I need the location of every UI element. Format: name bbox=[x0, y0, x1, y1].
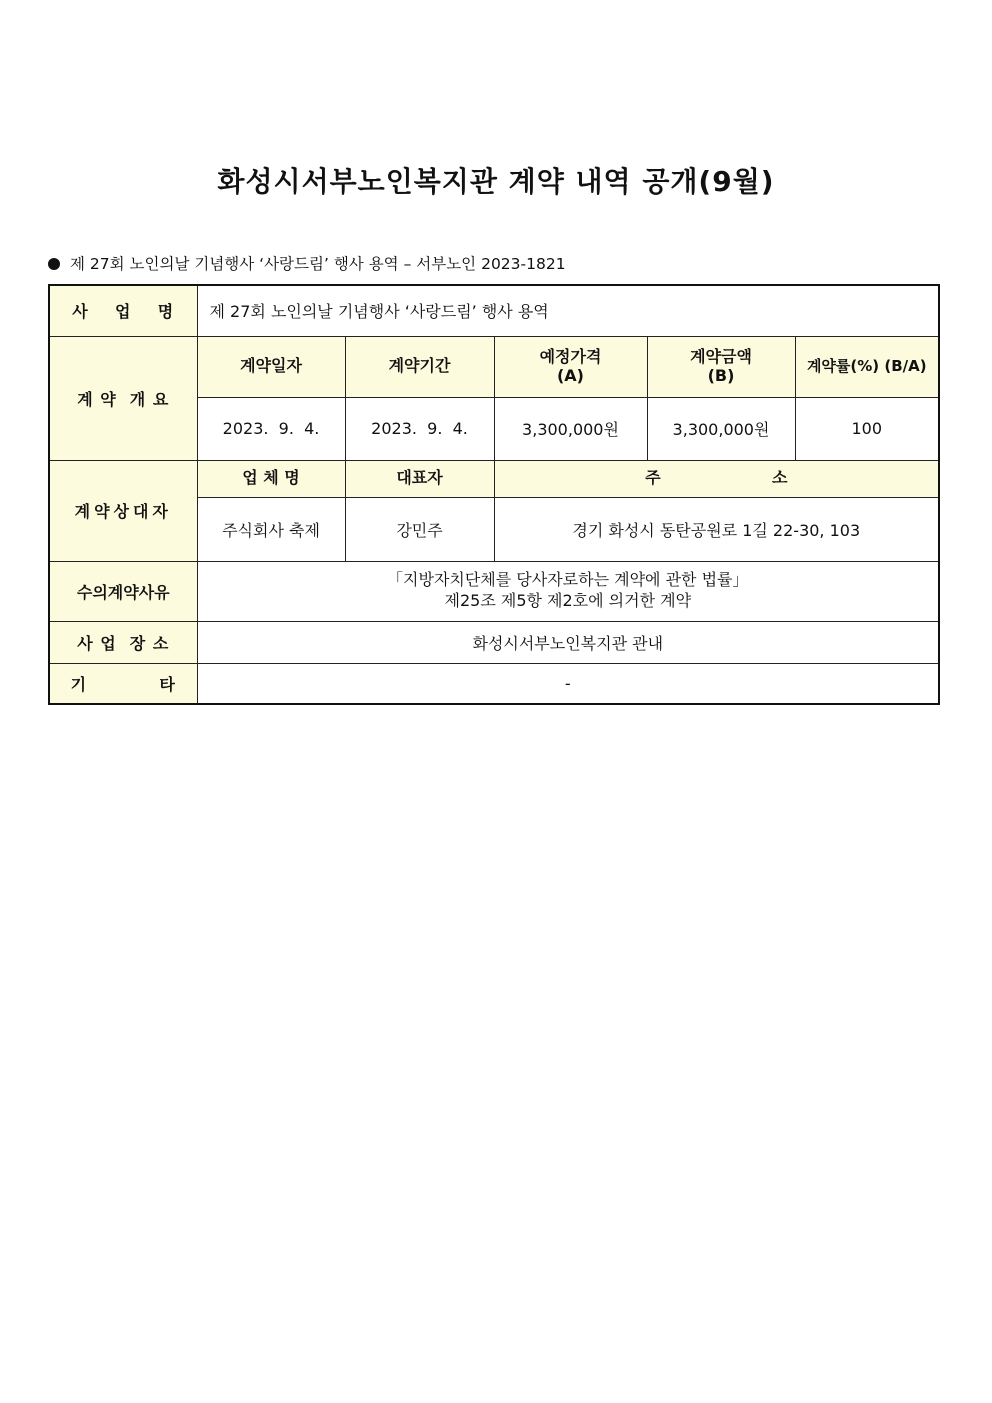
project-location-value: 화성시서부노인복지관 관내 bbox=[197, 621, 939, 663]
value-contract-date: 2023. 9. 4. bbox=[197, 397, 345, 460]
contract-table bbox=[48, 284, 940, 705]
bullet-icon bbox=[48, 258, 60, 270]
label-project-location: 사 업 장 소 bbox=[49, 621, 197, 663]
header-contract-amount bbox=[647, 336, 795, 397]
value-contract-amount: 3,300,000원 bbox=[647, 397, 795, 460]
label-project-name: 사 업 명 bbox=[49, 285, 197, 336]
value-address: 경기 화성시 동탄공원로 1길 22-30, 103 bbox=[494, 497, 939, 561]
other-value: - bbox=[197, 663, 939, 704]
subtitle-text: 제 27회 노인의날 기념행사 ‘사랑드림’ 행사 용역 – 서부노인 2023-1821 bbox=[70, 255, 566, 273]
header-contract-amount-line1: 계약금액 bbox=[690, 347, 752, 367]
label-other: 기 타 bbox=[49, 663, 197, 704]
value-contract-rate: 100 bbox=[795, 397, 939, 460]
private-reason-value bbox=[197, 561, 939, 621]
row-other bbox=[49, 663, 939, 704]
header-estimated-price bbox=[494, 336, 647, 397]
label-private-reason: 수의계약사유 bbox=[49, 561, 197, 621]
header-address: 주 소 bbox=[494, 460, 939, 497]
header-contract-amount-line2: (B) bbox=[707, 365, 735, 385]
project-name-value: 제 27회 노인의날 기념행사 ‘사랑드림’ 행사 용역 bbox=[197, 285, 939, 336]
header-estimated-price-line2: (A) bbox=[556, 365, 584, 385]
private-reason-line1: 「지방자치단체를 당사자로하는 계약에 관한 법률」 bbox=[387, 570, 749, 590]
label-counterparty: 계약상대자 bbox=[49, 460, 197, 561]
row-project-location bbox=[49, 621, 939, 663]
value-contract-period: 2023. 9. 4. bbox=[345, 397, 494, 460]
header-representative: 대표자 bbox=[345, 460, 494, 497]
page-title: 화성시서부노인복지관 계약 내역 공개(9월) bbox=[217, 165, 775, 198]
row-overview-headers bbox=[49, 336, 939, 397]
header-estimated-price-line1: 예정가격 bbox=[539, 347, 602, 367]
header-contract-period: 계약기간 bbox=[345, 336, 494, 397]
row-private-reason bbox=[49, 561, 939, 621]
value-representative: 강민주 bbox=[345, 497, 494, 561]
value-company: 주식회사 축제 bbox=[197, 497, 345, 561]
row-counterparty-headers bbox=[49, 460, 939, 497]
private-reason-line2: 제25조 제5항 제2호에 의거한 계약 bbox=[444, 591, 692, 610]
header-contract-date: 계약일자 bbox=[197, 336, 345, 397]
header-contract-rate: 계약률(%) (B/A) bbox=[795, 336, 939, 397]
label-contract-overview: 계 약 개 요 bbox=[49, 336, 197, 460]
value-estimated-price: 3,300,000원 bbox=[494, 397, 647, 460]
contract-subtitle bbox=[48, 252, 566, 274]
row-project-name bbox=[49, 285, 939, 336]
header-company: 업 체 명 bbox=[197, 460, 345, 497]
